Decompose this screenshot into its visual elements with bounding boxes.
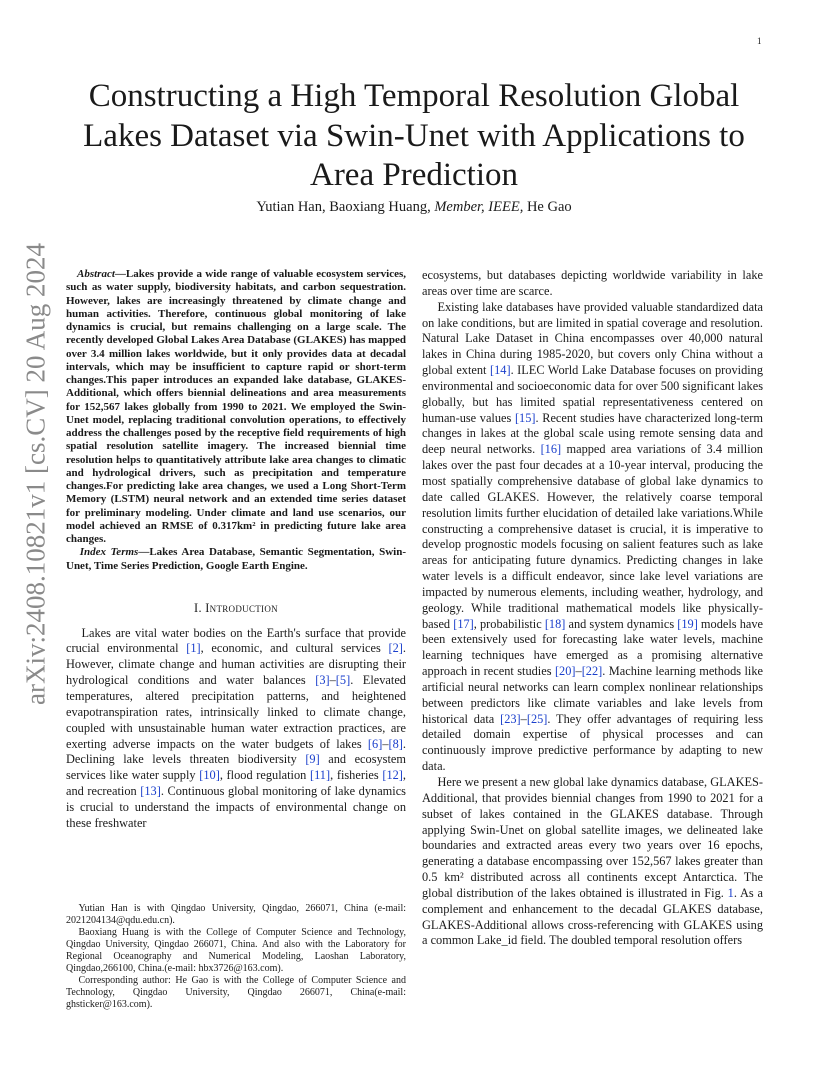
citation-link[interactable]: [15]: [514, 410, 536, 425]
paragraph-text: . They offer advantages of requiring less detailed domain expertise of physical processes and can continuously improve predictive performance by adapting to new data.: [422, 711, 763, 774]
citation-link[interactable]: 1: [727, 885, 734, 900]
paragraph-text: . Continuous global monitoring of lake dynamics is crucial to understand the impacts of environmental change on these freshwater: [66, 784, 406, 830]
paragraph-text: , flood regulation: [219, 768, 310, 783]
index-terms-text: —Lakes Area Database, Semantic Segmentation, Swin-Unet, Time Series Prediction, Google Earth Engine.: [66, 546, 406, 572]
right-column: [422, 268, 763, 949]
paragraph-text: and ecosystem services like water supply: [66, 752, 406, 783]
citation-link[interactable]: [6]: [367, 736, 383, 751]
citation-link[interactable]: [19]: [677, 616, 698, 631]
citation-link[interactable]: [5]: [335, 673, 351, 688]
paragraph-text: –: [575, 664, 582, 679]
section-heading-introduction: I. Introduction: [194, 600, 278, 615]
index-terms: [66, 546, 406, 573]
paragraph-text: , fisheries: [330, 768, 383, 783]
footnote-author-2: Baoxiang Huang is with the College of Computer Science and Technology, Qingdao University, Qingdao 266071, China. And also with the Laboratory for Regional Oceanography and Numerical Modeling, Laoshan Laboratory, Qingdao,266100, China.(e-mail: hbx3726@163.com).: [66, 926, 406, 974]
citation-link[interactable]: [8]: [388, 736, 403, 751]
arxiv-identifier[interactable]: arXiv:2408.10821v1 [cs.CV] 20 Aug 2024: [20, 243, 51, 705]
left-column: [66, 268, 406, 832]
paragraph-text: ecosystems, but databases depicting worldwide variability in lake areas over time are scarce.: [422, 268, 763, 298]
paragraph-text: Lakes are vital water bodies on the Earth's surface that provide crucial environmental: [66, 625, 406, 656]
citation-link[interactable]: [3]: [315, 673, 330, 688]
abstract-text: —Lakes provide a wide range of valuable ecosystem services, such as water supply, biodiversity habitats, and carbon sequestration. However, lakes are increasingly threatened by climate change and human activities. Therefore, continuous global monitoring of lake dynamics is crucial, but remains challenging on a large scale. The recently developed Global Lakes Area Database (GLAKES) has mapped over 3.4 million lakes worldwide, but it only provides data at decadal intervals, which may be insufficient to capture rapid or short-term changes.This paper introduces an expanded lake database, GLAKES-Additional, which offers biennial delineations and area measurements for 152,567 lakes globally from 1990 to 2021. We employed the Swin-Unet model, replacing traditional convolution operations, to effectively address the challenges posed by the receptive field requirements of high spatial resolution satellite imagery. The increased biennial time resolution helps to quantitatively attribute lake area changes to climatic and hydrological drivers, such as precipitation and temperature changes.For predicting lake area changes, we used a Long Short-Term Memory (LSTM) neural network and an extended time series dataset for preliminary modeling. Under climate and land use scenarios, our model achieved an RMSE of 0.317km² in predicting future lake area changes.: [66, 268, 406, 545]
citation-link[interactable]: [9]: [305, 752, 320, 767]
intro-paragraph: [66, 626, 406, 832]
citation-link[interactable]: [20]: [554, 664, 576, 679]
footnote-author-1: Yutian Han is with Qingdao University, Qingdao, 266071, China (e-mail: 2021204134@qdu.edu.cn).: [66, 903, 406, 926]
paragraph-text: . Recent studies have characterized long-term changes in lakes at the global scale using remote sensing data and deep neural networks.: [422, 410, 763, 457]
paragraph-text: and system dynamics: [565, 616, 678, 631]
member-designation: Member, IEEE,: [434, 199, 524, 215]
paragraph-text: . Declining lake levels threaten biodiversity: [66, 736, 406, 767]
paragraph-text: . Elevated temperatures, altered precipitation patterns, and heightened evapotranspiration rates, intrinsically linked to climate change, coupled with unsustainable human water extraction practices, are exerting adverse impacts on the water budgets of lakes: [66, 673, 406, 751]
paragraph-text: –: [329, 673, 336, 688]
paragraph-text: models have been extensively used for forecasting lake water levels, machine learning techniques have emerged as a promising alternative approach in recent studies: [422, 616, 763, 679]
body-paragraph: [422, 300, 763, 775]
footnotes: [66, 903, 406, 1011]
body-paragraph: [422, 775, 763, 949]
paragraph-text: , and recreation: [66, 768, 406, 799]
paragraph-text: , economic, and cultural services: [200, 641, 389, 656]
citation-link[interactable]: [25]: [526, 711, 548, 726]
paragraph-text: –: [520, 711, 527, 726]
author-names: Yutian Han, Baoxiang Huang,: [256, 199, 435, 215]
paragraph-text: . ILEC World Lake Database focuses on providing environmental and socioeconomic data for over 500 significant lakes globally, but has limited spatial representativeness centered on human-use values: [422, 363, 764, 425]
paragraph-text: mapped area variations of 3.4 million lakes over the past four decades at a 10-year interval, producing the most spatially comprehensive database of global lake dynamics to date called GLAKES. However, the relatively coarse temporal resolution limits further elucidation of detailed lake variations.While constructing a comprehensive dataset is crucial, it is imperative to develop prognostic models focusing on salient features such as lake areas for anticipating future dynamics. Predicting changes in lake water levels is a difficult endeavor, since lake level variations are impacted by numerous elements, including weather, hydrology, and geology. While traditional mathematical models like physically-based: [422, 442, 763, 631]
citation-link[interactable]: [16]: [540, 442, 562, 457]
citation-link[interactable]: [18]: [544, 616, 566, 631]
citation-link[interactable]: [22]: [581, 664, 603, 679]
paper-title: Constructing a High Temporal Resolution Global Lakes Dataset via Swin-Unet with Applications to Area Prediction: [83, 78, 745, 193]
citation-link[interactable]: [14]: [489, 363, 511, 378]
citation-link[interactable]: [1]: [186, 641, 201, 656]
citation-link[interactable]: [10]: [199, 768, 220, 783]
page-number: 1: [757, 36, 762, 46]
arxiv-sidebar: [20, 243, 52, 705]
abstract-label: Abstract: [77, 268, 115, 280]
paragraph-text: . However, climate change and human activities are disrupting their hydrological conditions and water balances: [66, 641, 406, 688]
author-list: [70, 199, 758, 216]
paragraph-text: Existing lake databases have provided valuable standardized data on lake conditions, but are limited in spatial coverage and resolution. Natural Lake Dataset in China encompasses over 40,000 natural lakes in China during 1985-2020, but covers only China without a global extent: [422, 299, 763, 378]
index-terms-label: Index Terms: [79, 546, 139, 559]
citation-link[interactable]: [17]: [453, 616, 474, 631]
author-name-last: He Gao: [523, 199, 572, 215]
paragraph-text: Here we present a new global lake dynamics database, GLAKES-Additional, that provides biennial changes from 1990 to 2021 for a subset of lakes contained in the GLAKES database. Through applying Swin-Unet on global satellite images, we delineated lake boundaries and extracted areas every two years over 16 epochs, generating a database encompassing over 152,567 lakes greater than 0.5 km² distributed across all continents except Antarctica. The global distribution of the lakes obtained is illustrated in Fig.: [422, 775, 763, 900]
abstract: [66, 268, 406, 546]
citation-link[interactable]: [2]: [388, 641, 403, 656]
citation-link[interactable]: [11]: [309, 768, 331, 783]
citation-link[interactable]: [12]: [382, 768, 403, 783]
paragraph-text: , probabilistic: [473, 616, 545, 631]
paragraph-text: . As a complement and enhancement to the decadal GLAKES database, GLAKES-Additional allows cross-referencing with GLAKES using a common Lake_id field. The doubled temporal resolution offers: [422, 885, 763, 948]
citation-link[interactable]: [13]: [140, 784, 161, 799]
citation-link[interactable]: [23]: [500, 711, 521, 726]
body-paragraph: [422, 268, 763, 300]
paragraph-text: . Machine learning methods like artificial neural networks can learn complex nonlinear relationships between predictors like climate variables and lake levels from historical data: [422, 664, 763, 726]
paragraph-text: –: [382, 736, 389, 751]
footnote-corresponding-author: Corresponding author: He Gao is with the College of Computer Science and Technology, Qingdao University, Qingdao 266071, China(e-mail: ghsticker@163.com).: [66, 974, 406, 1010]
